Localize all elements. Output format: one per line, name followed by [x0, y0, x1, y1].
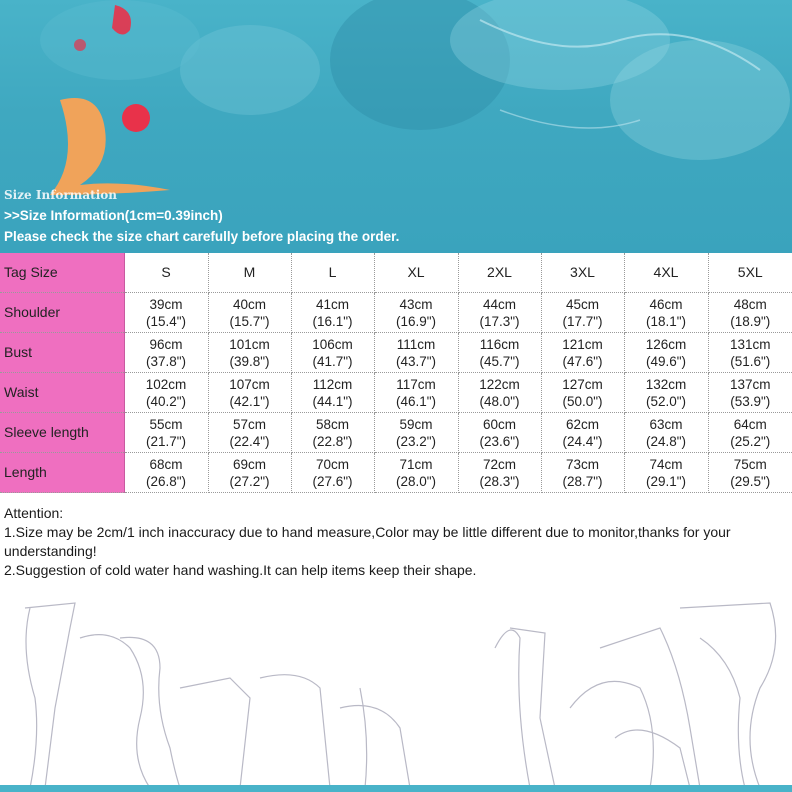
measurement-cell: [374, 333, 458, 373]
measurement-inch: (28.0"): [395, 473, 437, 489]
measurement-inch: (29.5"): [730, 473, 771, 489]
measurement-inch: (50.0"): [562, 393, 603, 409]
measurement-inch: (15.7"): [229, 313, 270, 329]
measurement-cm: 41cm: [315, 296, 349, 312]
attention-heading: Attention:: [4, 505, 64, 521]
header-cell: 3XL: [541, 253, 624, 293]
measurement-cell: [374, 413, 458, 453]
measurement-inch: (26.8"): [145, 473, 187, 489]
measurement-inch: (27.6"): [312, 473, 353, 489]
measurement-cm: 106cm: [312, 336, 353, 352]
bottom-strip: [0, 785, 792, 792]
measurement-cm: 121cm: [562, 336, 603, 352]
measurement-cm: 107cm: [229, 376, 270, 392]
measurement-inch: (24.4"): [562, 433, 603, 449]
measurement-inch: (25.2"): [730, 433, 771, 449]
measurement-cell: [624, 333, 708, 373]
measurement-inch: (37.8"): [145, 353, 187, 369]
measurement-cm: 96cm: [149, 336, 183, 352]
measurement-cell: [124, 453, 208, 493]
measurement-cell: [541, 453, 624, 493]
measurement-cell: [624, 453, 708, 493]
measurement-inch: (18.1"): [645, 313, 687, 329]
measurement-cell: [374, 293, 458, 333]
measurement-cm: 131cm: [729, 336, 771, 352]
measurement-cm: 64cm: [733, 416, 767, 432]
measurement-cm: 101cm: [229, 336, 270, 352]
measurement-cm: 127cm: [562, 376, 603, 392]
measurement-cell: [208, 293, 291, 333]
measurement-cm: 43cm: [399, 296, 433, 312]
measurement-cm: 126cm: [645, 336, 687, 352]
measurement-cm: 45cm: [565, 296, 599, 312]
measurement-cell: [541, 413, 624, 453]
measurement-cm: 72cm: [482, 456, 516, 472]
measurement-cm: 44cm: [482, 296, 516, 312]
header-cell: 4XL: [624, 253, 708, 293]
measurement-cell: [708, 373, 792, 413]
measurement-cell: [374, 373, 458, 413]
measurement-inch: (16.9"): [395, 313, 437, 329]
size-note-text: Please check the size chart carefully before placing the order.: [4, 229, 400, 244]
attention-line-2: 2.Suggestion of cold water hand washing.It can help items keep their shape.: [4, 562, 477, 578]
size-chart-table: [0, 253, 792, 493]
header-cell: 2XL: [458, 253, 541, 293]
measurement-cell: [291, 373, 374, 413]
row-label: Sleeve length: [0, 413, 124, 453]
measurement-inch: (18.9"): [730, 313, 771, 329]
row-label: Shoulder: [0, 293, 124, 333]
measurement-cell: [374, 453, 458, 493]
measurement-cell: [541, 333, 624, 373]
table-row: [0, 413, 792, 453]
measurement-cell: [291, 413, 374, 453]
measurement-cell: [541, 293, 624, 333]
measurement-cm: 122cm: [479, 376, 520, 392]
measurement-inch: (17.7"): [562, 313, 603, 329]
measurement-inch: (27.2"): [229, 473, 270, 489]
measurement-inch: (52.0"): [645, 393, 687, 409]
measurement-inch: (28.7"): [562, 473, 603, 489]
measurement-cell: [708, 293, 792, 333]
measurement-inch: (39.8"): [229, 353, 270, 369]
measurement-inch: (51.6"): [730, 353, 771, 369]
measurement-cm: 46cm: [649, 296, 683, 312]
row-label: Length: [0, 453, 124, 493]
measurement-cell: [458, 293, 541, 333]
measurement-cell: [208, 373, 291, 413]
header-cell: 5XL: [708, 253, 792, 293]
measurement-cell: [624, 373, 708, 413]
measurement-cm: 71cm: [399, 456, 433, 472]
measurement-cm: 102cm: [145, 376, 187, 392]
measurement-inch: (17.3"): [479, 313, 520, 329]
header-cell: M: [208, 253, 291, 293]
measurement-cell: [291, 293, 374, 333]
row-label: Waist: [0, 373, 124, 413]
table-row: [0, 333, 792, 373]
header-cell: L: [291, 253, 374, 293]
measurement-cell: [124, 413, 208, 453]
measurement-cm: 111cm: [396, 336, 436, 352]
measurement-cm: 75cm: [733, 456, 767, 472]
measurement-cell: [291, 453, 374, 493]
measurement-cell: [541, 373, 624, 413]
measurement-inch: (15.4"): [145, 313, 187, 329]
measurement-cell: [208, 333, 291, 373]
measurement-cm: 63cm: [649, 416, 683, 432]
measurement-cm: 117cm: [396, 376, 436, 392]
clothing-sketch-illustration: [0, 588, 792, 792]
measurement-inch: (49.6"): [645, 353, 687, 369]
measurement-cell: [708, 453, 792, 493]
measurement-cm: 57cm: [232, 416, 266, 432]
header-cell: S: [124, 253, 208, 293]
measurement-cm: 73cm: [565, 456, 599, 472]
measurement-inch: (48.0"): [479, 393, 520, 409]
measurement-inch: (23.6"): [479, 433, 520, 449]
measurement-inch: (16.1"): [312, 313, 353, 329]
measurement-inch: (21.7"): [145, 433, 187, 449]
measurement-cell: [624, 413, 708, 453]
measurement-inch: (47.6"): [562, 353, 603, 369]
measurement-cell: [124, 333, 208, 373]
measurement-inch: (46.1"): [395, 393, 437, 409]
measurement-inch: (22.4"): [229, 433, 270, 449]
measurement-inch: (23.2"): [395, 433, 437, 449]
measurement-cm: 40cm: [232, 296, 266, 312]
measurement-cell: [208, 413, 291, 453]
measurement-inch: (24.8"): [645, 433, 687, 449]
measurement-cell: [124, 373, 208, 413]
measurement-inch: (45.7"): [479, 353, 520, 369]
orange-shape-icon: [50, 98, 170, 195]
table-row: [0, 293, 792, 333]
measurement-cm: 60cm: [482, 416, 516, 432]
red-dot-icon: [122, 104, 150, 132]
size-info-text: >>Size Information(1cm=0.39inch): [4, 208, 223, 223]
measurement-cell: [458, 333, 541, 373]
row-label: Bust: [0, 333, 124, 373]
measurement-inch: (44.1"): [312, 393, 353, 409]
measurement-cm: 132cm: [645, 376, 687, 392]
measurement-cell: [624, 293, 708, 333]
banner-title: Size Information: [4, 188, 117, 202]
measurement-cell: [124, 293, 208, 333]
table-header-row: [0, 253, 792, 293]
measurement-cell: [458, 413, 541, 453]
measurement-cell: [708, 333, 792, 373]
measurement-cm: 116cm: [479, 336, 520, 352]
banner: [0, 0, 792, 253]
measurement-inch: (40.2"): [145, 393, 187, 409]
measurement-inch: (22.8"): [312, 433, 353, 449]
measurement-inch: (41.7"): [312, 353, 353, 369]
measurement-inch: (43.7"): [395, 353, 437, 369]
measurement-cm: 70cm: [315, 456, 349, 472]
measurement-cm: 112cm: [312, 376, 353, 392]
measurement-inch: (29.1"): [645, 473, 687, 489]
measurement-cm: 59cm: [399, 416, 433, 432]
attention-line-1: 1.Size may be 2cm/1 inch inaccuracy due to hand measure,Color may be little different due to monitor,thanks for your understanding!: [4, 524, 731, 559]
attention-notes: [4, 504, 788, 580]
measurement-cm: 55cm: [149, 416, 183, 432]
table-row: [0, 453, 792, 493]
measurement-cell: [458, 453, 541, 493]
measurement-inch: (42.1"): [229, 393, 270, 409]
header-cell: Tag Size: [0, 253, 124, 293]
measurement-cm: 74cm: [649, 456, 683, 472]
measurement-cm: 62cm: [565, 416, 599, 432]
measurement-cm: 48cm: [733, 296, 767, 312]
measurement-inch: (53.9"): [730, 393, 771, 409]
measurement-cell: [208, 453, 291, 493]
measurement-inch: (28.3"): [479, 473, 520, 489]
measurement-cm: 68cm: [149, 456, 183, 472]
measurement-cm: 58cm: [315, 416, 349, 432]
table-row: [0, 373, 792, 413]
header-cell: XL: [374, 253, 458, 293]
measurement-cell: [708, 413, 792, 453]
measurement-cm: 39cm: [149, 296, 183, 312]
measurement-cm: 137cm: [729, 376, 771, 392]
measurement-cm: 69cm: [232, 456, 266, 472]
measurement-cell: [458, 373, 541, 413]
measurement-cell: [291, 333, 374, 373]
